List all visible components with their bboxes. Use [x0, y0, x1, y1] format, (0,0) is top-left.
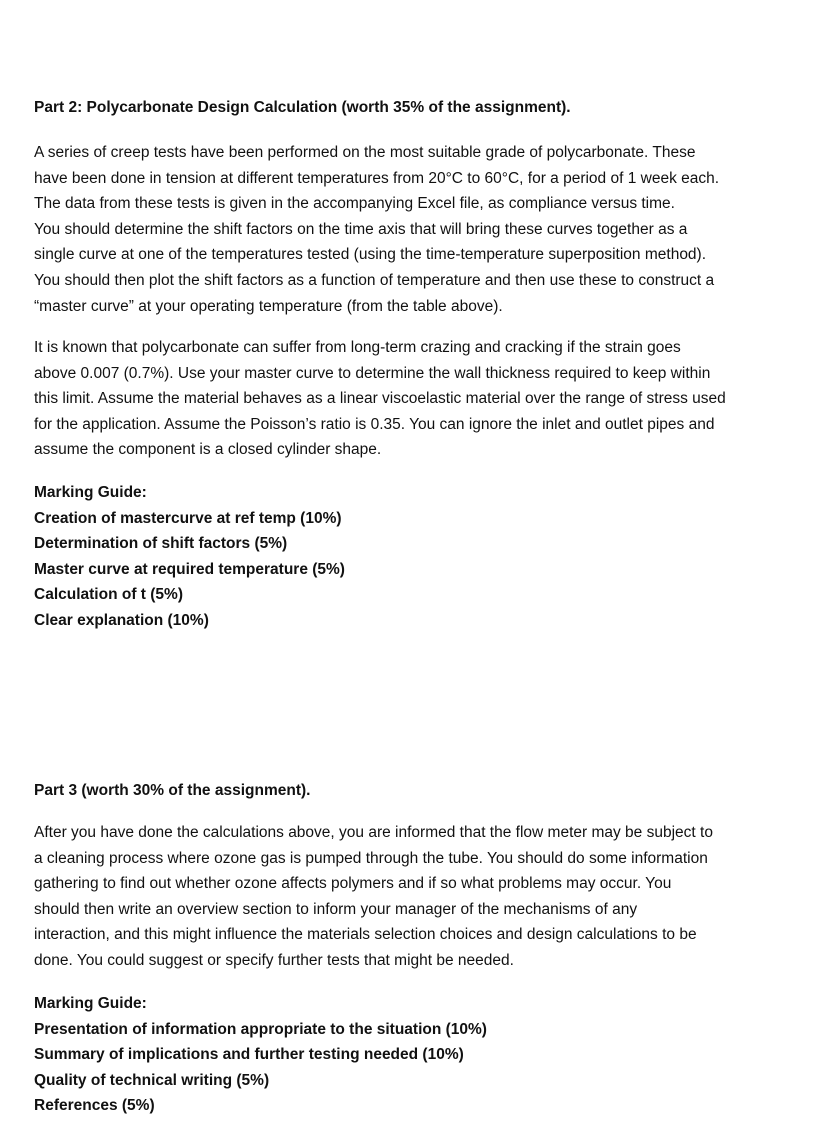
part2-marking-item: Master curve at required temperature (5%)	[34, 560, 345, 578]
part3-para1-line: interaction, and this might influence the materials selection choices and design calculations to be	[34, 926, 697, 944]
part2-para1-line: The data from these tests is given in the accompanying Excel file, as compliance versus time.	[34, 195, 675, 213]
part3-para1-line: should then write an overview section to inform your manager of the mechanisms of any	[34, 900, 638, 918]
part2-para2-line: this limit. Assume the material behaves as a linear viscoelastic material over the range of stress used	[34, 390, 726, 408]
part3-marking-title: Marking Guide:	[34, 995, 147, 1012]
part2-para1-line: A series of creep tests have been performed on the most suitable grade of polycarbonate. These	[34, 144, 696, 161]
part2-para2-line: assume the component is a closed cylinder shape.	[34, 441, 382, 459]
part2-marking-item: Clear explanation (10%)	[34, 611, 209, 629]
part2-para1-line: “master curve” at your operating temperature (from the table above).	[34, 297, 503, 315]
part3-para1-line: done. You could suggest or specify further tests that might be needed.	[34, 951, 514, 969]
part2-heading: Part 2: Polycarbonate Design Calculation (worth 35% of the assignment).	[34, 99, 571, 116]
part3-para1-line: gathering to find out whether ozone affects polymers and if so what problems may occur. You	[34, 875, 672, 893]
part2-marking-title: Marking Guide:	[34, 484, 147, 501]
part3-para1-line: After you have done the calculations above, you are informed that the flow meter may be subject to	[34, 824, 713, 841]
part2-para1-line: single curve at one of the temperatures tested (using the time-temperature superposition method).	[34, 246, 707, 264]
part3-paragraph-1	[34, 820, 794, 974]
part2-para1-line: have been done in tension at different temperatures from 20°C to 60°C, for a period of 1 week each.	[34, 169, 720, 187]
part2-paragraph-2	[34, 335, 794, 463]
part2-para1-line: You should then plot the shift factors as a function of temperature and then use these to construct a	[34, 271, 715, 289]
part2-marking-item: Creation of mastercurve at ref temp (10%)	[34, 509, 342, 527]
part2-para2-line: above 0.007 (0.7%). Use your master curve to determine the wall thickness required to keep within	[34, 364, 711, 382]
part3-heading: Part 3 (worth 30% of the assignment).	[34, 782, 311, 799]
part2-paragraph-1	[34, 140, 794, 319]
part2-marking-item: Determination of shift factors (5%)	[34, 535, 288, 553]
part3-para1-line: a cleaning process where ozone gas is pumped through the tube. You should do some information	[34, 849, 708, 867]
part2-para2-line: for the application. Assume the Poisson’s ratio is 0.35. You can ignore the inlet and outlet pipes and	[34, 415, 715, 433]
part2-para1-line: You should determine the shift factors on the time axis that will bring these curves together as a	[34, 220, 688, 238]
part3-marking-item: Presentation of information appropriate to the situation (10%)	[34, 1020, 487, 1038]
part2-para2-line: It is known that polycarbonate can suffer from long-term crazing and cracking if the strain goes	[34, 339, 681, 356]
part2-marking-guide	[34, 480, 345, 634]
part2-marking-item: Calculation of t (5%)	[34, 586, 183, 604]
part3-marking-item: Quality of technical writing (5%)	[34, 1071, 270, 1089]
part3-marking-item: References (5%)	[34, 1097, 155, 1115]
part3-marking-guide	[34, 991, 487, 1119]
part3-marking-item: Summary of implications and further testing needed (10%)	[34, 1046, 464, 1064]
